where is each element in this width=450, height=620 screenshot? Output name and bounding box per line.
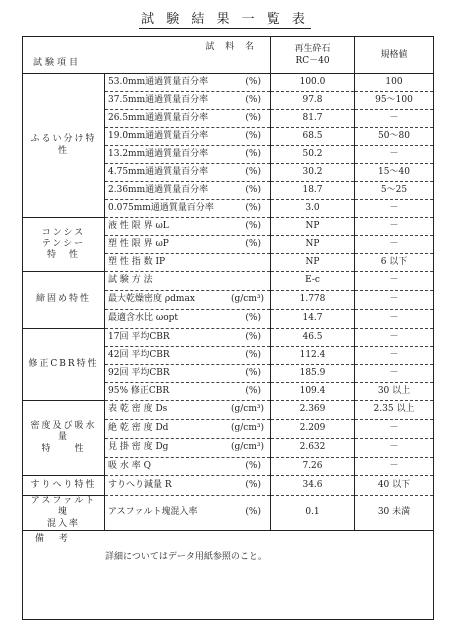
item-unit: (%)	[245, 367, 261, 378]
standard-cell: 95～100	[355, 92, 434, 110]
standard-cell: －	[355, 146, 434, 164]
item-name: 19.0mm通過質量百分率	[108, 130, 209, 141]
title-text: 試 験 結 果 一 覧 表	[139, 8, 311, 29]
remarks-cell	[23, 530, 434, 619]
value-cell: E-c	[271, 272, 355, 291]
standard-cell: －	[355, 218, 434, 236]
value-cell: NP	[271, 254, 355, 272]
item-unit: (%)	[245, 238, 261, 249]
value-cell: 7.26	[271, 458, 355, 476]
item-unit: (%)	[245, 349, 261, 360]
value-cell: 185.9	[271, 365, 355, 383]
standard-cell: －	[355, 236, 434, 254]
category-label: 修正CBR特性	[28, 358, 99, 369]
item-unit: (%)	[245, 148, 261, 159]
item-cell	[105, 74, 271, 92]
item-cell	[105, 401, 271, 420]
item-cell	[105, 310, 271, 329]
item-cell	[105, 347, 271, 365]
category-label: 締固め特性	[35, 294, 91, 305]
value-cell: NP	[271, 236, 355, 254]
item-unit: (%)	[245, 313, 261, 324]
item-unit: (%)	[245, 76, 261, 87]
category-label: ふるい分け特性	[30, 134, 97, 156]
value-cell: 0.1	[271, 496, 355, 531]
category-label: アスファルト塊	[30, 496, 97, 518]
item-name: 試 験 方 法	[108, 275, 153, 286]
table-row	[23, 74, 434, 92]
category-cell	[23, 272, 105, 329]
standard-cell: 40 以下	[355, 476, 434, 496]
standard-cell: 2.35 以上	[355, 401, 434, 420]
item-unit: (%)	[245, 331, 261, 342]
category-cell	[23, 496, 105, 531]
table-row	[23, 401, 434, 420]
item-cell	[105, 439, 271, 458]
item-unit: (%)	[245, 166, 261, 177]
standard-cell: －	[355, 291, 434, 310]
item-cell	[105, 254, 271, 272]
standard-cell: －	[355, 272, 434, 291]
standard-cell: 6 以下	[355, 254, 434, 272]
item-name: 4.75mm通過質量百分率	[108, 166, 209, 177]
item-unit: (%)	[245, 479, 261, 490]
item-name: 26.5mm通過質量百分率	[108, 112, 209, 123]
table-row	[23, 272, 434, 291]
standard-cell: 5～25	[355, 182, 434, 200]
standard-cell: －	[355, 329, 434, 347]
item-unit: (g/cm³)	[231, 404, 264, 415]
table-row	[23, 476, 434, 496]
item-name: 最大乾燥密度 ρdmax	[108, 294, 195, 305]
standard-cell: 30 未満	[355, 496, 434, 531]
category-label: テンシー	[41, 238, 86, 249]
item-unit: (%)	[245, 460, 261, 471]
remarks-text: 詳細についてはデータ用紙参照のこと。	[105, 551, 267, 562]
value-cell: 97.8	[271, 92, 355, 110]
category-cell	[23, 329, 105, 401]
standard-cell: －	[355, 439, 434, 458]
value-cell: 112.4	[271, 347, 355, 365]
item-name: 表 乾 密 度 Ds	[108, 404, 168, 415]
value-cell: 68.5	[271, 128, 355, 146]
item-name: 絶 乾 密 度 Dd	[108, 423, 169, 434]
item-cell	[105, 182, 271, 200]
table-row	[23, 329, 434, 347]
item-cell	[105, 218, 271, 236]
remarks-label: 備 考	[35, 533, 74, 544]
value-cell: 34.6	[271, 476, 355, 496]
value-cell: 30.2	[271, 164, 355, 182]
item-unit: (%)	[245, 184, 261, 195]
category-label: 密度及び吸水量	[30, 421, 97, 443]
value-cell: 3.0	[271, 200, 355, 218]
value-cell: 109.4	[271, 383, 355, 401]
standard-cell: 15～40	[355, 164, 434, 182]
standard-cell: 30 以上	[355, 383, 434, 401]
category-label: 混入率	[46, 518, 80, 529]
item-cell	[105, 110, 271, 128]
category-label: 特 性	[46, 250, 80, 261]
item-unit: (%)	[245, 94, 261, 105]
item-unit: (%)	[245, 112, 261, 123]
standard-cell: －	[355, 200, 434, 218]
value-cell: 18.7	[271, 182, 355, 200]
item-name: 37.5mm通過質量百分率	[108, 94, 209, 105]
item-cell	[105, 420, 271, 439]
sample-name-line1: 再生砕石	[294, 43, 331, 54]
results-table	[22, 36, 434, 620]
standard-cell: 100	[355, 74, 434, 92]
item-cell	[105, 458, 271, 476]
category-label: コンシス	[41, 227, 86, 238]
value-cell: 1.778	[271, 291, 355, 310]
sample-name-cell	[271, 37, 355, 74]
value-cell: 14.7	[271, 310, 355, 329]
value-cell: 81.7	[271, 110, 355, 128]
item-unit: (%)	[245, 130, 261, 141]
category-cell	[23, 476, 105, 496]
standard-header: 規格値	[355, 37, 434, 74]
item-cell	[105, 272, 271, 291]
header-row	[23, 37, 434, 74]
item-cell	[105, 236, 271, 254]
item-cell	[105, 146, 271, 164]
item-cell	[105, 329, 271, 347]
header-item-cell	[23, 37, 271, 74]
category-cell	[23, 74, 105, 218]
remarks-row	[23, 530, 434, 619]
item-cell	[105, 291, 271, 310]
item-name: 塑 性 限 界 ωP	[108, 238, 169, 249]
item-name: 17回 平均CBR	[108, 331, 170, 342]
standard-cell: －	[355, 365, 434, 383]
item-unit: (%)	[245, 506, 261, 517]
item-cell	[105, 383, 271, 401]
standard-cell: －	[355, 420, 434, 439]
item-name: 吸 水 率 Q	[108, 460, 151, 471]
item-unit: (%)	[245, 202, 261, 213]
item-unit: (g/cm³)	[231, 294, 264, 305]
item-name: 最適含水比 ωopt	[108, 313, 178, 324]
item-cell	[105, 128, 271, 146]
item-cell	[105, 200, 271, 218]
item-name: 0.075mm通過質量百分率	[108, 202, 214, 213]
category-label: すりへり特性	[30, 479, 97, 490]
item-unit: (%)	[245, 220, 261, 231]
value-cell: 46.5	[271, 329, 355, 347]
sample-name-line2: RC－40	[295, 56, 330, 66]
item-name: 塑 性 指 数 IP	[108, 256, 166, 267]
item-name: すりへり減量 R	[108, 479, 172, 490]
standard-cell: －	[355, 347, 434, 365]
item-name: 13.2mm通過質量百分率	[108, 148, 209, 159]
sample-label: 試 料 名	[205, 42, 258, 52]
document-title	[0, 8, 450, 29]
value-cell: 2.632	[271, 439, 355, 458]
table-row	[23, 218, 434, 236]
item-name: アスファルト塊混入率	[108, 506, 198, 517]
value-cell: 50.2	[271, 146, 355, 164]
item-cell	[105, 365, 271, 383]
standard-cell: －	[355, 458, 434, 476]
item-cell	[105, 476, 271, 496]
table-row	[23, 496, 434, 531]
item-unit: (%)	[245, 385, 261, 396]
category-cell	[23, 401, 105, 476]
standard-cell: －	[355, 110, 434, 128]
item-name: 液 性 限 界 ωL	[108, 220, 169, 231]
item-unit: (g/cm³)	[231, 442, 264, 453]
item-label: 試験項目	[33, 58, 82, 69]
category-label: 特 性	[41, 443, 86, 454]
item-name: 見 掛 密 度 Dg	[108, 442, 169, 453]
item-unit: (g/cm³)	[231, 423, 264, 434]
item-name: 42回 平均CBR	[108, 349, 170, 360]
item-name: 53.0mm通過質量百分率	[108, 76, 209, 87]
value-cell: 100.0	[271, 74, 355, 92]
item-cell	[105, 92, 271, 110]
value-cell: 2.369	[271, 401, 355, 420]
standard-cell: 50～80	[355, 128, 434, 146]
item-cell	[105, 164, 271, 182]
value-cell: NP	[271, 218, 355, 236]
item-name: 2.36mm通過質量百分率	[108, 184, 209, 195]
item-cell	[105, 496, 271, 531]
item-name: 92回 平均CBR	[108, 367, 170, 378]
value-cell: 2.209	[271, 420, 355, 439]
standard-cell: －	[355, 310, 434, 329]
category-cell	[23, 218, 105, 272]
item-name: 95% 修正CBR	[108, 385, 170, 396]
